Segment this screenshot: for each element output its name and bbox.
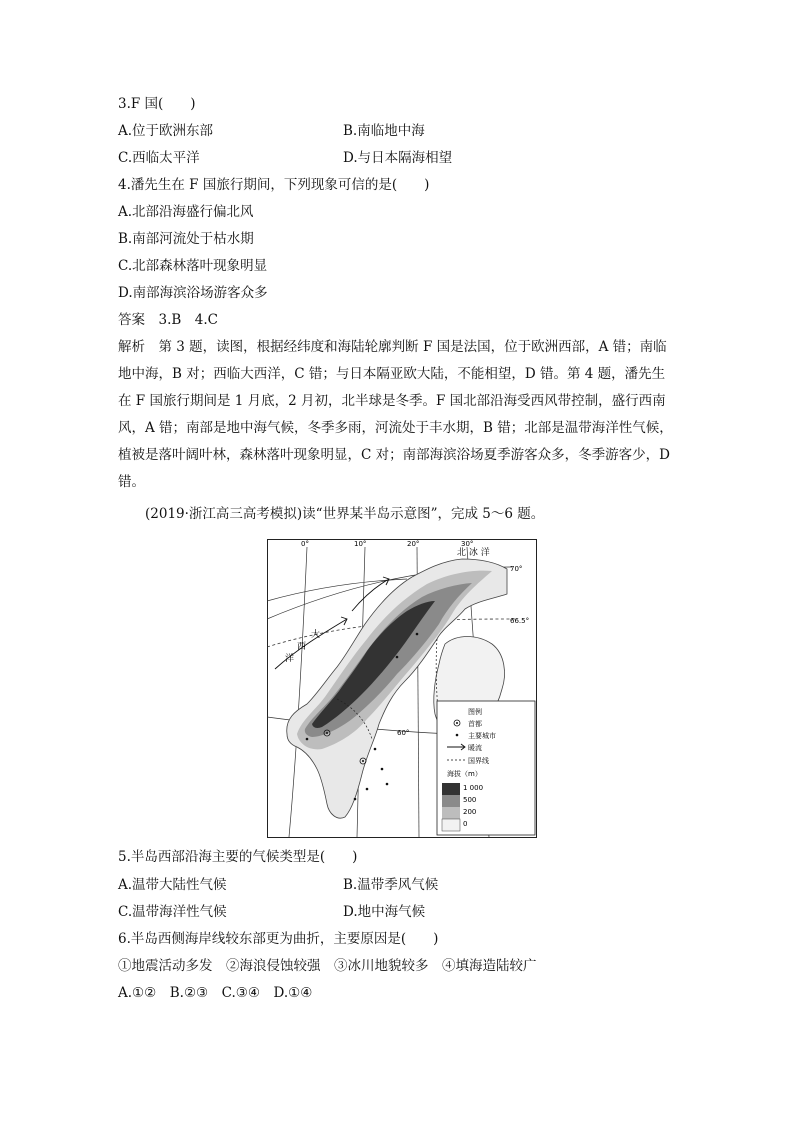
q4-option-d: D.南部海滨浴场游客众多 xyxy=(118,285,268,301)
q5-option-b: B.温带季风气候 xyxy=(343,877,439,893)
q4-option-a: A.北部沿海盛行偏北风 xyxy=(118,204,254,220)
analysis-line-6: 错。 xyxy=(118,474,145,490)
lat-label-66: 66.5° xyxy=(510,617,530,625)
q6-stem: 6.半岛西侧海岸线较东部更为曲折，主要原因是( ) xyxy=(118,931,439,947)
ocean-label-arctic: 北 冰 洋 xyxy=(457,548,490,558)
legend-elev-500: 500 xyxy=(463,796,477,804)
lon-label-20: 20° xyxy=(407,540,420,548)
legend-elev-0: 0 xyxy=(463,820,468,828)
legend-elev-200: 200 xyxy=(463,808,477,816)
q5-stem: 5.半岛西部沿海主要的气候类型是( ) xyxy=(118,849,358,865)
q5-option-a: A.温带大陆性气候 xyxy=(118,877,227,893)
ocean-label-atlantic-2: 西 xyxy=(297,642,307,652)
ocean-label-atlantic-1: 大 xyxy=(311,630,321,640)
lon-label-10: 10° xyxy=(354,540,367,548)
q4-option-b: B.南部河流处于枯水期 xyxy=(118,231,254,247)
legend-capital: 首都 xyxy=(468,720,482,728)
q3-stem: 3.F 国( ) xyxy=(118,96,196,112)
ocean-label-atlantic-3: 洋 xyxy=(285,654,295,664)
legend-elev-1000: 1 000 xyxy=(463,784,484,792)
analysis-line-3: 在 F 国旅行期间是 1 月底，2 月初，北半球是冬季。F 国北部沿海受西风带控制，盛行西南 xyxy=(118,393,666,409)
legend-city: 主要城市 xyxy=(468,732,496,740)
lat-label-60: 60° xyxy=(397,729,410,737)
q4-option-c: C.北部森林落叶现象明显 xyxy=(118,258,268,274)
legend-title: 图例 xyxy=(468,708,482,716)
section-intro: (2019·浙江高三高考模拟)读“世界某半岛示意图”，完成 5～6 题。 xyxy=(145,506,545,522)
peninsula-map xyxy=(267,539,537,838)
analysis-line-2: 地中海，B 对；西临大西洋，C 错；与日本隔亚欧大陆，不能相望，D 错。第 4 题，潘先生 xyxy=(118,366,666,382)
q3-option-d: D.与日本隔海相望 xyxy=(343,150,453,166)
legend-elevation-title: 海拔（m） xyxy=(447,770,482,778)
answer-line: 答案 3.B 4.C xyxy=(118,312,219,328)
q6-statements: ①地震活动多发 ②海浪侵蚀较强 ③冰川地貌较多 ④填海造陆较广 xyxy=(118,958,537,974)
q6-choices: A.①② B.②③ C.③④ D.①④ xyxy=(118,985,313,1001)
legend-border: 国界线 xyxy=(468,757,489,765)
q4-stem: 4.潘先生在 F 国旅行期间，下列现象可信的是( ) xyxy=(118,177,430,193)
q3-option-b: B.南临地中海 xyxy=(343,123,425,139)
legend-current: 暖流 xyxy=(468,744,482,752)
q5-option-c: C.温带海洋性气候 xyxy=(118,904,227,920)
q3-option-c: C.西临太平洋 xyxy=(118,150,200,166)
q5-option-d: D.地中海气候 xyxy=(343,904,426,920)
analysis-line-5: 植被是落叶阔叶林，森林落叶现象明显，C 对；南部海滨浴场夏季游客众多，冬季游客少，D xyxy=(118,447,670,463)
map-legend xyxy=(437,701,535,835)
q3-option-a: A.位于欧洲东部 xyxy=(118,123,214,139)
analysis-line-1: 解析 第 3 题，读图，根据经纬度和海陆轮廓判断 F 国是法国，位于欧洲西部，A 错；南临 xyxy=(118,339,667,355)
lat-label-70: 70° xyxy=(510,565,523,573)
lon-label-30: 30° xyxy=(461,540,474,548)
analysis-line-4: 风，A 错；南部是地中海气候，冬季多雨，河流处于丰水期，B 错；北部是温带海洋性气候， xyxy=(118,420,673,436)
lon-label-0: 0° xyxy=(301,540,309,548)
